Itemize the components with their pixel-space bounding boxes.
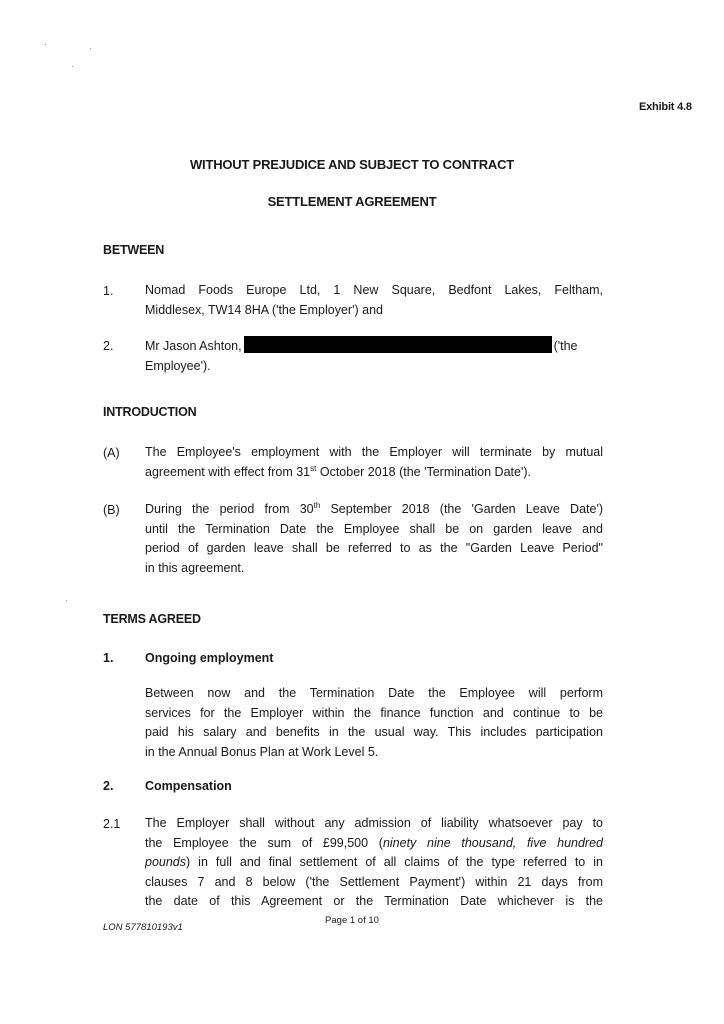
document-title: SETTLEMENT AGREEMENT — [267, 194, 437, 209]
exhibit-label: Exhibit 4.8 — [639, 101, 692, 113]
redaction-bar — [244, 336, 552, 353]
section-2-number: 2. — [103, 779, 114, 793]
text-run: agreement with effect from 31 — [145, 464, 311, 479]
clause-2-1-text — [145, 814, 603, 912]
between-heading: BETWEEN — [103, 243, 165, 257]
text-run: During the period from 30 — [145, 502, 314, 516]
amount-in-words: ninety nine thousand, five hundred — [382, 835, 603, 850]
section-1-number: 1. — [103, 651, 114, 665]
recital-b-line: until the Termination Date the Employee shall be on garden leave and — [145, 521, 603, 536]
party-2-text — [145, 336, 603, 376]
scan-speck — [66, 600, 67, 601]
text-run: the Employee the sum of £99,500 ( — [145, 835, 383, 850]
section-1-text — [145, 684, 603, 762]
party-2-line — [145, 336, 603, 357]
page-number: Page 1 of 10 — [325, 915, 379, 926]
text-run: October 2018 (the 'Termination Date'). — [316, 464, 531, 479]
section-1-line: Between now and the Termination Date the Employee will perform — [145, 686, 603, 700]
recital-b-line — [145, 500, 603, 520]
party-1-text — [145, 281, 603, 320]
document-heading: WITHOUT PREJUDICE AND SUBJECT TO CONTRACT — [189, 157, 515, 172]
ordinal-suffix: st — [310, 463, 317, 473]
party-1-line: Middlesex, TW14 8HA ('the Employer') and — [145, 302, 383, 317]
section-1-line: services for the Employer within the finance function and continue to be — [145, 705, 603, 720]
party-2-number: 2. — [103, 339, 114, 353]
text-run: September 2018 (the 'Garden Leave Date') — [320, 502, 603, 516]
terms-heading: TERMS AGREED — [103, 612, 201, 626]
party-2-name: Mr Jason Ashton, — [145, 339, 242, 353]
recital-b-line: in this agreement. — [145, 560, 245, 575]
recital-b-label: (B) — [103, 503, 120, 517]
recital-a-line: The Employee's employment with the Employer will terminate by mutual — [145, 445, 603, 459]
ordinal-suffix: th — [313, 501, 321, 510]
section-1-line: paid his salary and benefits in the usual way. This includes participation — [145, 725, 603, 739]
party-1-number: 1. — [103, 284, 114, 298]
party-2-line: Employee'). — [145, 358, 211, 373]
recital-a-label: (A) — [103, 446, 120, 460]
recital-a-line — [145, 463, 603, 483]
recital-a-text — [145, 443, 603, 482]
document-reference: LON 577810193v1 — [103, 922, 183, 933]
amount-in-words: pounds — [145, 855, 187, 869]
scan-speck — [72, 66, 73, 67]
clause-2-1-line: the date of this Agreement or the Termination Date whichever is the — [145, 894, 603, 908]
section-1-title: Ongoing employment — [145, 651, 274, 665]
scan-speck — [45, 44, 46, 45]
party-2-alias-start: ('the — [553, 339, 578, 353]
clause-2-1-line: clauses 7 and 8 below ('the Settlement Payment') within 21 days from — [145, 874, 603, 889]
clause-2-1-line: The Employer shall without any admission of liability whatsoever pay to — [145, 816, 603, 830]
introduction-heading: INTRODUCTION — [103, 405, 197, 419]
scan-speck — [90, 48, 91, 49]
clause-2-1-line — [145, 853, 603, 873]
text-run: ) in full and final settlement of all claims of the type referred to in — [186, 855, 603, 869]
party-1-line: Nomad Foods Europe Ltd, 1 New Square, Bedfont Lakes, Feltham, — [145, 283, 603, 297]
clause-2-1-number: 2.1 — [103, 817, 121, 831]
section-2-title: Compensation — [145, 779, 232, 793]
clause-2-1-line — [145, 834, 603, 854]
section-1-line: in the Annual Bonus Plan at Work Level 5. — [145, 744, 379, 759]
recital-b-line: period of garden leave shall be referred to as the "Garden Leave Period" — [145, 541, 603, 555]
recital-b-text — [145, 500, 603, 578]
